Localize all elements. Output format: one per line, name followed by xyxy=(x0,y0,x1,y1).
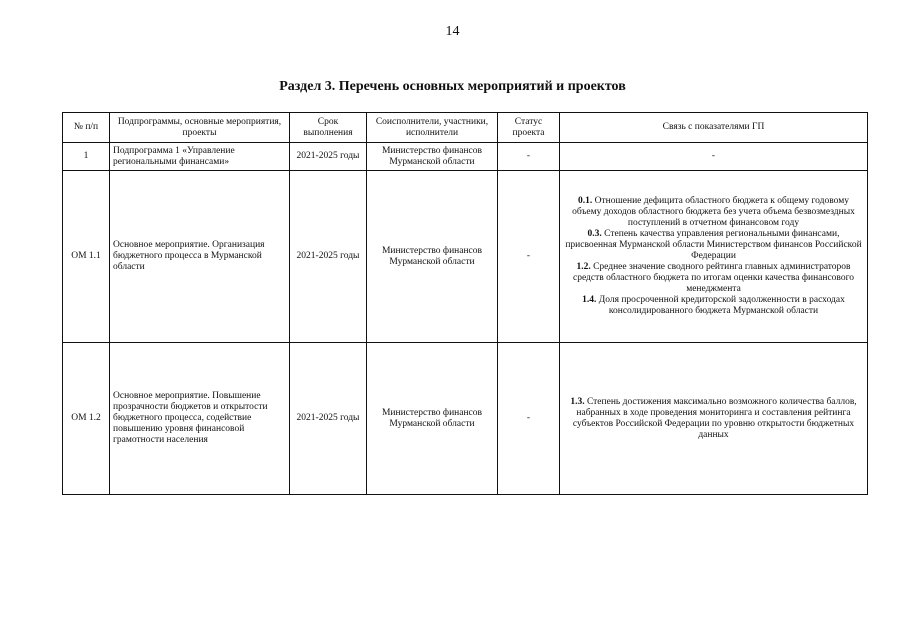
header-status: Статус проекта xyxy=(498,113,560,143)
table-row xyxy=(63,171,868,343)
cell-status: - xyxy=(498,343,560,495)
cell-name: Основное мероприятие. Организация бюджетного процесса в Мурманской области xyxy=(110,171,290,343)
cell-name: Основное мероприятие. Повышение прозрачности бюджетов и открытости бюджетного процесса, содействие повышению уровня финансовой грамотности населения xyxy=(110,343,290,495)
cell-indicators: - xyxy=(560,143,868,171)
cell-num: ОМ 1.2 xyxy=(63,343,110,495)
cell-term: 2021-2025 годы xyxy=(290,171,367,343)
indicator-item xyxy=(563,262,864,295)
table-row xyxy=(63,143,868,171)
measures-table xyxy=(62,112,868,495)
cell-name: Подпрограмма 1 «Управление региональными финансами» xyxy=(110,143,290,171)
indicator-code: 1.3. xyxy=(570,396,585,407)
indicator-code: 0.3. xyxy=(587,229,602,239)
cell-num: ОМ 1.1 xyxy=(63,171,110,343)
table-row xyxy=(63,343,868,495)
indicator-item xyxy=(563,196,864,229)
indicator-text: Среднее значение сводного рейтинга главных администраторов средств областного бюджета по итогам оценки качества финансового менеджмента xyxy=(572,262,854,294)
indicator-code: 1.2. xyxy=(576,262,591,272)
header-indicators: Связь с показателями ГП xyxy=(560,113,868,143)
header-term: Срок выполнения xyxy=(290,113,367,143)
indicator-text: Доля просроченной кредиторской задолженности в расходах консолидированного бюджета Мурманской области xyxy=(596,295,845,316)
header-executor: Соисполнители, участники, исполнители xyxy=(367,113,498,143)
indicator-item xyxy=(563,295,864,317)
indicator-item xyxy=(563,229,864,262)
header-num: № п/п xyxy=(63,113,110,143)
indicator-code: 1.4. xyxy=(582,295,597,305)
cell-num: 1 xyxy=(63,143,110,171)
indicator-item xyxy=(563,397,864,441)
page-number: 14 xyxy=(445,24,460,39)
indicator-code: 0.1. xyxy=(578,196,593,206)
indicator-text: Степень качества управления региональными финансами, присвоенная Мурманской области Министерством финансов Российской Федерации xyxy=(565,229,862,261)
cell-term: 2021-2025 годы xyxy=(290,343,367,495)
header-name: Подпрограммы, основные мероприятия, проекты xyxy=(110,113,290,143)
cell-indicators xyxy=(560,343,868,495)
section-title: Раздел 3. Перечень основных мероприятий и проектов xyxy=(279,79,626,94)
indicator-text: Степень достижения максимально возможного количества баллов, набранных в ходе проведения мониторинга и составления рейтинга субъектов Российской Федерации по уровню открытости бюджетных данных xyxy=(572,396,857,440)
cell-status: - xyxy=(498,171,560,343)
cell-indicators xyxy=(560,171,868,343)
cell-executor: Министерство финансов Мурманской области xyxy=(367,171,498,343)
table-header-row xyxy=(63,113,868,143)
cell-status: - xyxy=(498,143,560,171)
cell-executor: Министерство финансов Мурманской области xyxy=(367,343,498,495)
cell-term: 2021-2025 годы xyxy=(290,143,367,171)
cell-executor: Министерство финансов Мурманской области xyxy=(367,143,498,171)
indicator-text: Отношение дефицита областного бюджета к общему годовому объему доходов областного бюджета без учета объема безвозмездных поступлений в отчетном финансовом году xyxy=(572,196,855,228)
